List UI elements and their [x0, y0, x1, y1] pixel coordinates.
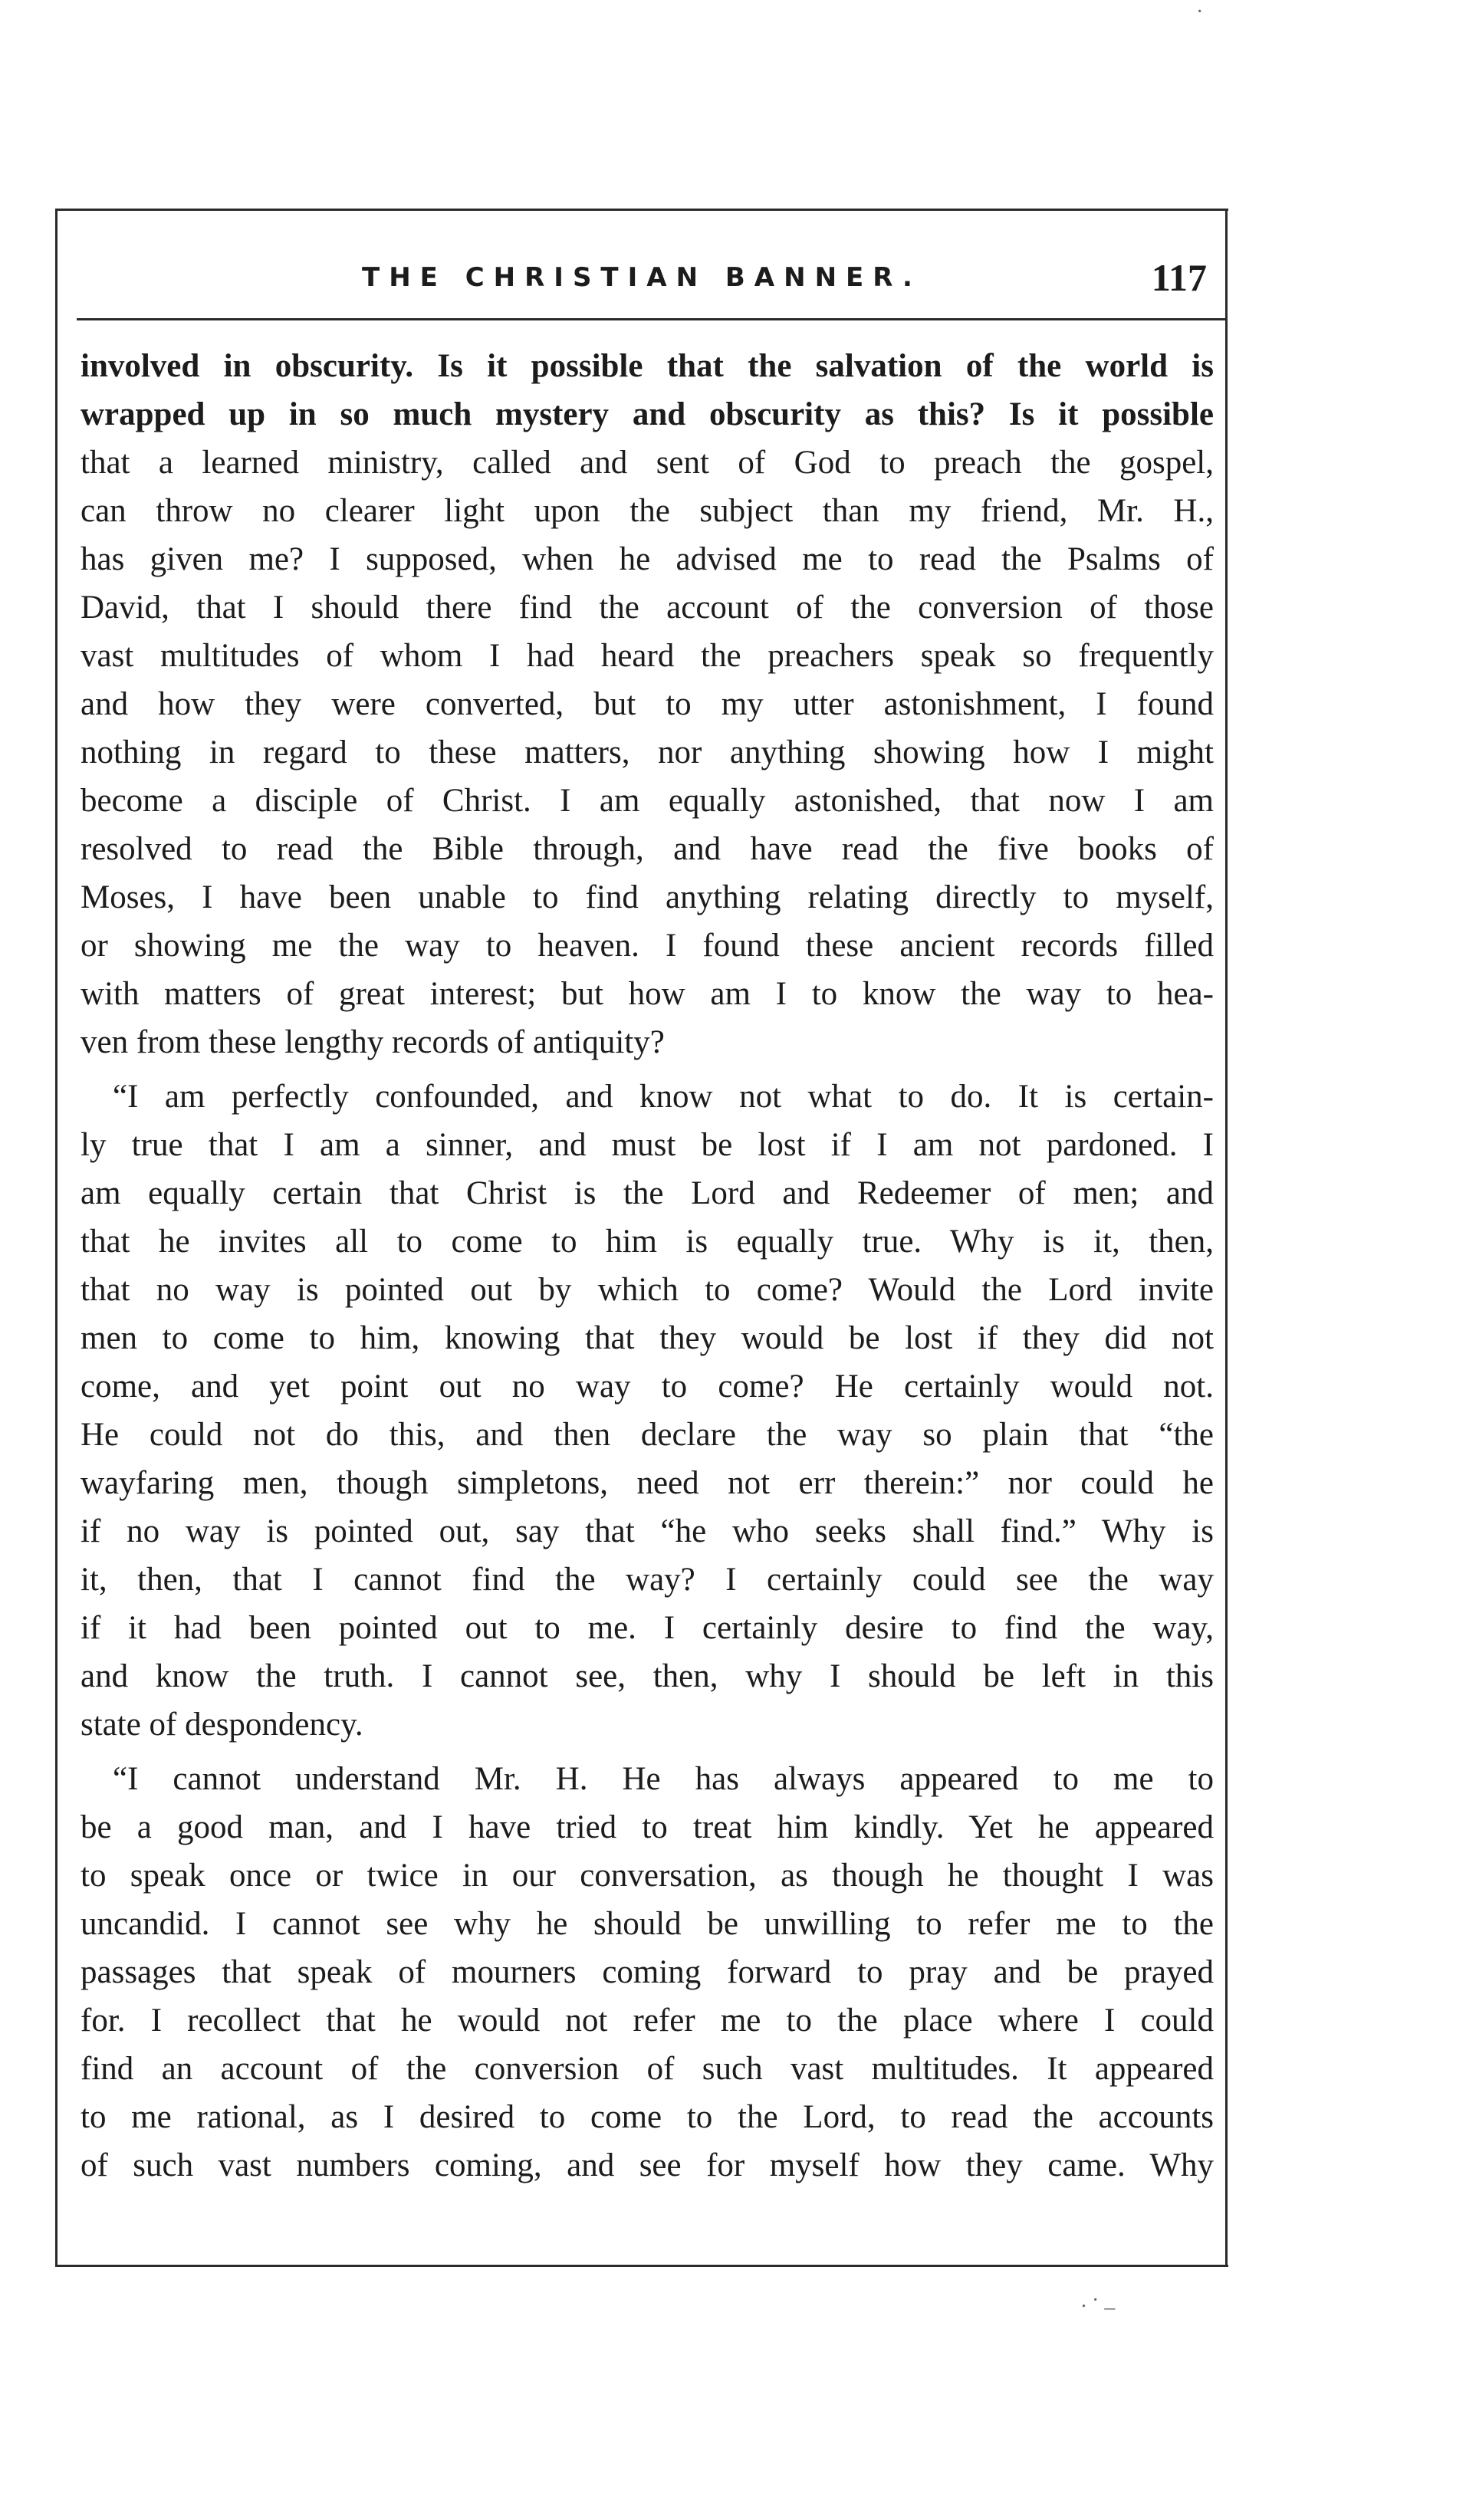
- text-line: David, that I should there find the account of the conversion of those: [81, 590, 1214, 626]
- print-speck: . · _: [1081, 2288, 1116, 2312]
- text-line: passages that speak of mourners coming forward to pray and be prayed: [81, 1954, 1214, 1990]
- text-line: for. I recollect that he would not refer me to the place where I could: [81, 2003, 1214, 2039]
- text-line: come, and yet point out no way to come? He certainly would not.: [81, 1368, 1214, 1405]
- text-line: can throw no clearer light upon the subject than my friend, Mr. H.,: [81, 493, 1214, 529]
- text-line: find an account of the conversion of such vast multitudes. It appeared: [81, 2051, 1214, 2087]
- text-line: “I cannot understand Mr. H. He has always appeared to me to: [113, 1761, 1214, 1797]
- text-line: state of despondency.: [81, 1707, 363, 1743]
- text-line: be a good man, and I have tried to treat him kindly. Yet he appeared: [81, 1809, 1214, 1845]
- text-line: He could not do this, and then declare the way so plain that “the: [81, 1417, 1214, 1453]
- text-line: “I am perfectly confounded, and know not what to do. It is certain-: [113, 1079, 1214, 1115]
- paragraph-1: [81, 342, 1214, 1066]
- text-line: if no way is pointed out, say that “he who seeks shall find.” Why is: [81, 1513, 1214, 1549]
- text-line: it, then, that I cannot find the way? I certainly could see the way: [81, 1562, 1214, 1598]
- paragraph-3: [81, 1755, 1214, 2190]
- page-number: 117: [1151, 256, 1207, 299]
- text-line: vast multitudes of whom I had heard the preachers speak so frequently: [81, 638, 1214, 674]
- text-line: that a learned ministry, called and sent of God to preach the gospel,: [81, 445, 1214, 481]
- running-title: THE CHRISTIAN BANNER.: [362, 262, 922, 293]
- text-line: ven from these lengthy records of antiquity?: [81, 1024, 665, 1060]
- text-line: become a disciple of Christ. I am equally astonished, that now I am: [81, 783, 1214, 819]
- text-line: Moses, I have been unable to find anything relating directly to myself,: [81, 879, 1214, 915]
- text-line: wrapped up in so much mystery and obscurity as this? Is it possible: [81, 396, 1214, 432]
- text-line: am equally certain that Christ is the Lord and Redeemer of men; and: [81, 1175, 1214, 1211]
- text-line: that he invites all to come to him is equally true. Why is it, then,: [81, 1224, 1214, 1260]
- text-line: that no way is pointed out by which to come? Would the Lord invite: [81, 1272, 1214, 1308]
- text-line: wayfaring men, though simpletons, need not err therein:” nor could he: [81, 1465, 1214, 1501]
- header-rule: [77, 318, 1227, 320]
- text-line: has given me? I supposed, when he advised me to read the Psalms of: [81, 541, 1214, 577]
- text-line: if it had been pointed out to me. I certainly desire to find the way,: [81, 1610, 1214, 1646]
- text-line: ly true that I am a sinner, and must be lost if I am not pardoned. I: [81, 1127, 1214, 1163]
- text-line: and know the truth. I cannot see, then, why I should be left in this: [81, 1658, 1214, 1694]
- text-line: men to come to him, knowing that they would be lost if they did not: [81, 1320, 1214, 1356]
- text-line: resolved to read the Bible through, and have read the five books of: [81, 831, 1214, 867]
- text-line: involved in obscurity. Is it possible that the salvation of the world is: [81, 348, 1214, 384]
- paragraph-2: [81, 1073, 1214, 1749]
- running-head: [55, 253, 1228, 302]
- text-line: of such vast numbers coming, and see for myself how they came. Why: [81, 2147, 1214, 2183]
- text-line: with matters of great interest; but how am I to know the way to hea-: [81, 976, 1214, 1012]
- text-line: or showing me the way to heaven. I found these ancient records filled: [81, 928, 1214, 964]
- text-line: and how they were converted, but to my utter astonishment, I found: [81, 686, 1214, 722]
- body-text: [81, 342, 1214, 2190]
- text-line: to speak once or twice in our conversation, as though he thought I was: [81, 1858, 1214, 1894]
- text-line: uncandid. I cannot see why he should be unwilling to refer me to the: [81, 1906, 1214, 1942]
- page-border-right: [1225, 209, 1228, 2267]
- text-line: nothing in regard to these matters, nor anything showing how I might: [81, 734, 1214, 770]
- text-line: to me rational, as I desired to come to the Lord, to read the accounts: [81, 2099, 1214, 2135]
- print-speck: ·: [1196, 0, 1204, 24]
